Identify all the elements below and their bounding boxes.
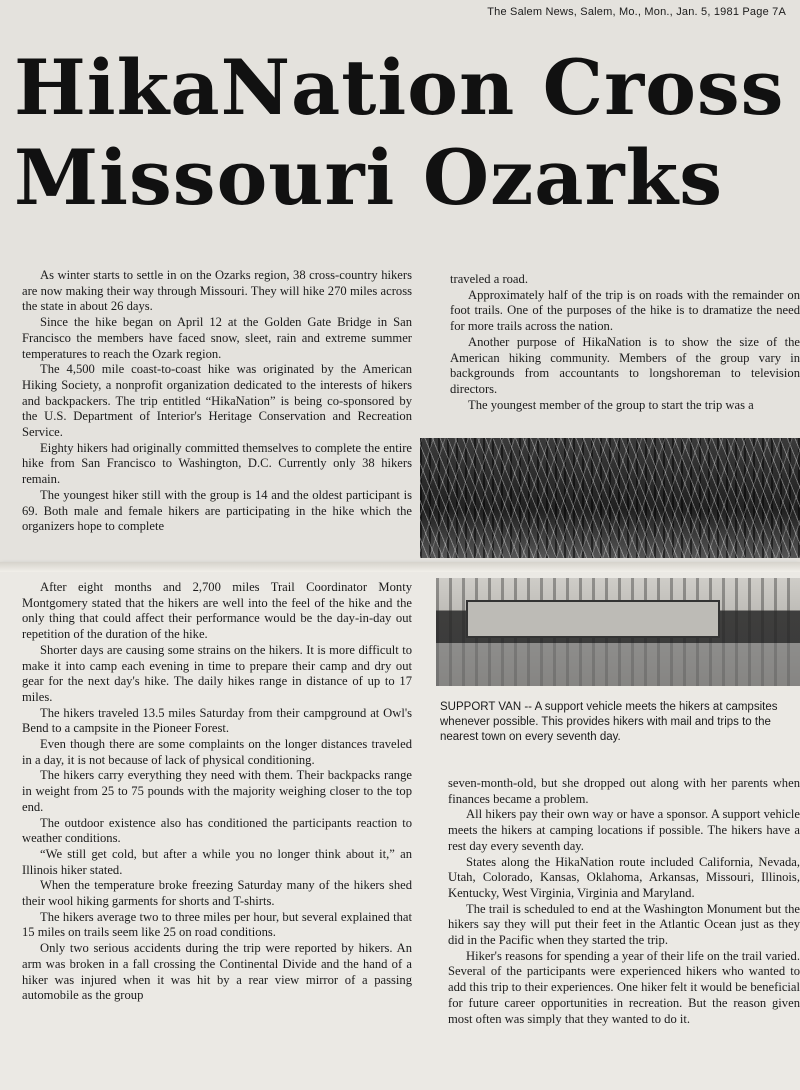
- headline: [14, 48, 800, 218]
- paragraph: The trail is scheduled to end at the Washington Monument but the hikers say they will put their feet in the Atlantic Ocean just as they did in the Pacific when they started the trip.: [448, 901, 800, 948]
- paragraph: When the temperature broke freezing Saturday many of the hikers shed their wool hiking garments for shorts and T-shirts.: [22, 878, 412, 909]
- paragraph: Hiker's reasons for spending a year of their life on the trail varied. Several of the participants were experienced hikers who wanted to add this trip to their experiences. One hiker felt it would be beneficial for future career opportunities in recreation. But the reason given most often was simply that they wanted to do it.: [448, 948, 800, 1026]
- paragraph: The hikers carry everything they need with them. Their backpacks range in weight from 25 to 75 pounds with the majority weighing closer to the top end.: [22, 768, 412, 814]
- dateline: The Salem News, Salem, Mo., Mon., Jan. 5, 1981 Page 7A: [487, 6, 786, 18]
- van-shape: [466, 600, 720, 638]
- paragraph: seven-month-old, but she dropped out along with her parents when finances became a problem.: [448, 776, 800, 806]
- paragraph: The outdoor existence also has conditioned the participants reaction to weather conditions.: [22, 815, 412, 846]
- paragraph: traveled a road.: [450, 272, 528, 286]
- paragraph: Even though there are some complaints on the longer distances traveled in a day, it is not because of lack of physical conditioning.: [22, 737, 412, 767]
- article-column-1: [22, 268, 412, 564]
- forest-photo: [420, 438, 800, 558]
- paragraph: The youngest hiker still with the group is 14 and the oldest participant is 69. Both male and female hikers are participating in the hike which the organizers hope to complete: [22, 487, 412, 534]
- paragraph: The hikers traveled 13.5 miles Saturday from their campground at Owl's Bend to a campsite in the Pioneer Forest.: [22, 705, 412, 736]
- paragraph: Only two serious accidents during the trip were reported by hikers. An arm was broken in a fall crossing the Continental Divide and the hand of a hiker was injured when it was hit by a rear view mirror of a passing automobile as the group: [22, 941, 412, 1003]
- paragraph: Another purpose of HikaNation is to show the size of the American hiking community. Members of the group vary in backgrounds from accountants to longshoreman to television directors.: [450, 334, 800, 396]
- headline-line-1: HikaNation Cross: [14, 48, 785, 132]
- article-column-4: [448, 776, 800, 1086]
- support-van-photo: [436, 578, 800, 686]
- paragraph: The 4,500 mile coast-to-coast hike was originated by the American Hiking Society, a nonprofit organization dedicated to the interests of hikers and backpackers. The trip entitled “HikaNation” is being co-sponsored by the U.S. Department of Interior's Heritage Conservation and Recreation Service.: [22, 362, 412, 440]
- paragraph: Shorter days are causing some strains on the hikers. It is more difficult to make it into camp each evening in time to prepare their camp and dry out gear for the next day's hike. The daily hikes range in distance of up to 17 miles.: [22, 642, 412, 704]
- paragraph: “We still get cold, but after a while you no longer think about it,” an Illinois hiker stated.: [22, 846, 412, 877]
- paragraph: The youngest member of the group to start the trip was a: [468, 397, 754, 412]
- paragraph: States along the HikaNation route included California, Nevada, Utah, Colorado, Kansas, Oklahoma, Arkansas, Missouri, Illinois, Kentucky, West Virginia, Virginia and Maryland.: [448, 854, 800, 900]
- paragraph: As winter starts to settle in on the Ozarks region, 38 cross-country hikers are now making their way through Missouri. They will hike 270 miles across the state in about 26 days.: [22, 268, 412, 314]
- paragraph: After eight months and 2,700 miles Trail Coordinator Monty Montgomery stated that the hikers are well into the feel of the hike and the only thing that could affect their performance would be the day-in-day out repetition of the duration of the hike.: [22, 580, 412, 642]
- paragraph: Since the hike began on April 12 at the Golden Gate Bridge in San Francisco the members have faced snow, sleet, rain and extreme summer temperatures to reach the Ozark region.: [22, 315, 412, 361]
- article-column-2: [450, 272, 800, 434]
- paragraph: All hikers pay their own way or have a sponsor. A support vehicle meets the hikers at camping locations if possible. The hikers have a rest day every seventh day.: [448, 807, 800, 853]
- headline-line-2: Missouri Ozarks: [14, 133, 723, 218]
- article-column-3: [22, 580, 412, 1085]
- paragraph: Eighty hikers had originally committed themselves to complete the entire hike from San Francisco to Washington, D.C. Currently only 38 hikers remain.: [22, 440, 412, 487]
- paragraph: Approximately half of the trip is on roads with the remainder on foot trails. One of the purposes of the hike is to dramatize the need for more trails across the nation.: [450, 287, 800, 334]
- paragraph: The hikers average two to three miles per hour, but several explained that 15 miles on trails seem like 25 on road conditions.: [22, 909, 412, 940]
- photo-caption: SUPPORT VAN -- A support vehicle meets the hikers at campsites whenever possible. This provides hikers with mail and trips to the nearest town on every seventh day.: [440, 701, 778, 743]
